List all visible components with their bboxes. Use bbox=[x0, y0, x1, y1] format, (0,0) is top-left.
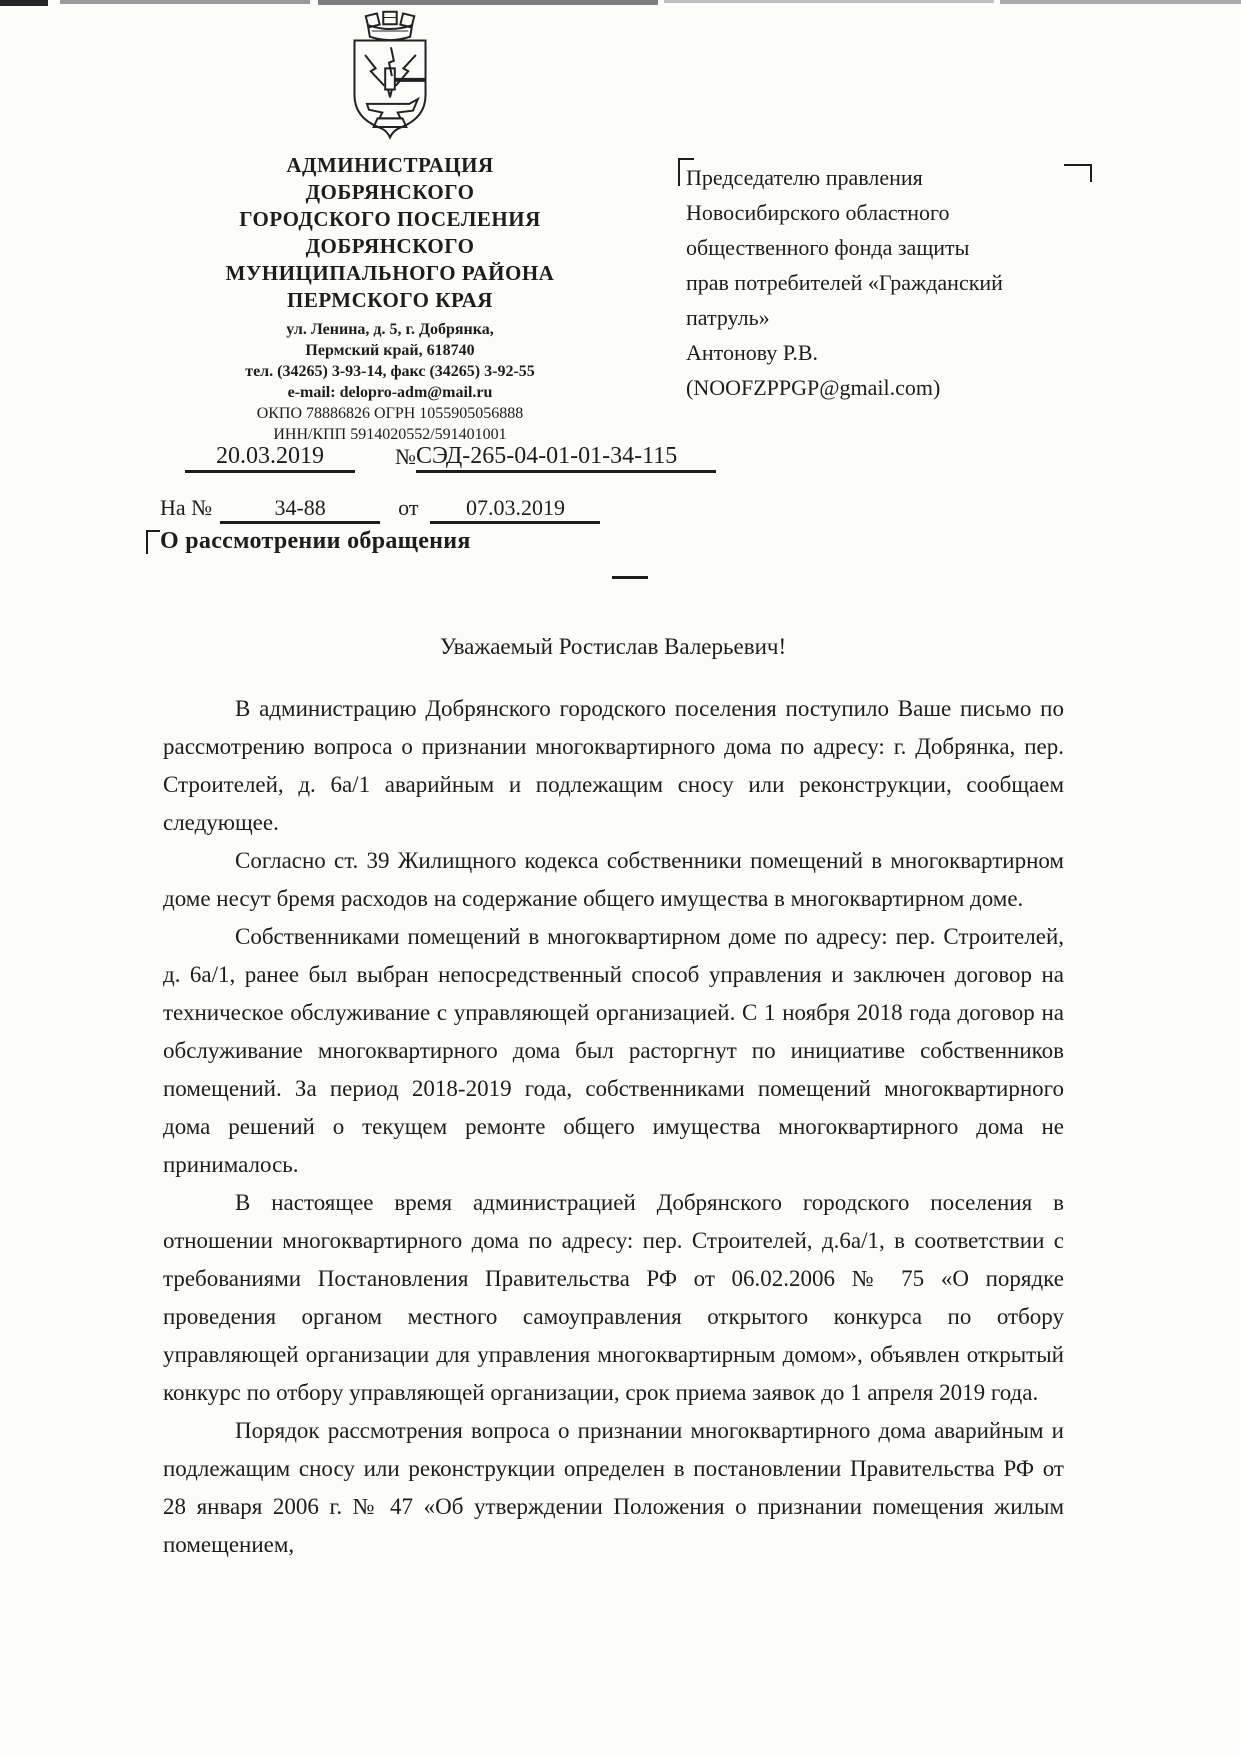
subject-corner-mark bbox=[146, 530, 160, 554]
scan-edge-artifact bbox=[1000, 0, 1241, 4]
scan-edge-artifact bbox=[318, 0, 658, 5]
org-name-line: МУНИЦИПАЛЬНОГО РАЙОНА bbox=[225, 261, 555, 285]
recipient-line: прав потребителей «Гражданский bbox=[686, 270, 1003, 295]
body-paragraph: Собственниками помещений в многоквартирном доме по адресу: пер. Строителей, д. 6а/1, ранее был выбран непосредственный способ управления и заключен договор на техническое обслуживание с управляющей организацией. С 1 ноября 2018 года договор на обслуживание многоквартирного дома был расторгнут по инициативе собственников помещений. За период 2018-2019 года, собственниками помещений многоквартирного дома решений о текущем ремонте общего имущества многоквартирного дома не принималось. bbox=[163, 924, 1064, 1177]
outgoing-ref-row bbox=[160, 443, 780, 473]
recipient-line: Новосибирского областного bbox=[686, 200, 950, 225]
salutation: Уважаемый Ростислав Валерьевич! bbox=[439, 634, 787, 659]
number-sign: № bbox=[395, 444, 416, 469]
recipient-line: Председателю правления bbox=[686, 165, 923, 190]
reply-ref-number: 34-88 bbox=[220, 495, 380, 524]
incoming-ref-row bbox=[160, 495, 780, 524]
org-name-line: ПЕРМСКОГО КРАЯ bbox=[287, 288, 493, 312]
scan-edge-artifact bbox=[664, 0, 994, 3]
subject-row bbox=[160, 528, 780, 555]
scan-edge-artifact bbox=[60, 0, 310, 4]
org-address-line: Пермский край, 618740 bbox=[305, 342, 475, 359]
body-paragraph: В настоящее время администрацией Добрянского городского поселения в отношении многоквартирного дома по адресу: пер. Строителей, д.6а/1, в соответствии с требованиями Постановления Правительства РФ от 06.02.2006 № 75 «О порядке проведения органом местного самоуправления открытого конкурса по отбору управляющей организации для управления многоквартирным домом», объявлен открытый конкурс по отбору управляющей организации, срок приема заявок до 1 апреля 2019 года. bbox=[163, 1190, 1064, 1405]
org-name-line: ГОРОДСКОГО ПОСЕЛЕНИЯ bbox=[239, 207, 541, 231]
org-address-line: ул. Ленина, д. 5, г. Добрянка, bbox=[286, 321, 494, 338]
reply-from-label: от bbox=[398, 495, 419, 520]
subject-line: О рассмотрении обращения bbox=[160, 528, 471, 554]
right-corner-dash bbox=[612, 576, 648, 579]
body-paragraph: В администрацию Добрянского городского поселения поступило Ваше письмо по рассмотрению вопроса о признании многоквартирного дома по адресу: г. Добрянка, пер. Строителей, д. 6а/1 аварийным и подлежащим сносу или реконструкции, сообщаем следующее. bbox=[163, 696, 1064, 835]
reply-ref-date: 07.03.2019 bbox=[430, 495, 600, 524]
reference-zone bbox=[160, 443, 780, 555]
org-phone-line: тел. (34265) 3-93-14, факс (34265) 3-92-55 bbox=[245, 363, 535, 380]
org-okpo-ogrn-line: ОКПО 78886826 ОГРН 1055905056888 bbox=[256, 405, 524, 422]
org-name-line: ДОБРЯНСКОГО bbox=[305, 180, 475, 204]
letter-body bbox=[163, 690, 1064, 1564]
body-paragraph: Согласно ст. 39 Жилищного кодекса собственники помещений в многоквартирном доме несут бремя расходов на содержание общего имущества в многоквартирном доме. bbox=[163, 848, 1064, 911]
recipient-name-line: Антонову Р.В. bbox=[686, 340, 819, 365]
reply-ref-label: На № bbox=[160, 495, 213, 520]
body-paragraph: Порядок рассмотрения вопроса о признании многоквартирного дома аварийным и подлежащим сносу или реконструкции определен в постановлении Правительства РФ от 28 января 2006 г. № 47 «Об утверждении Положения о признании помещения жилым помещением, bbox=[163, 1418, 1064, 1557]
coat-of-arms-icon bbox=[342, 8, 438, 148]
recipient-block bbox=[686, 160, 1096, 405]
recipient-email-line: (NOOFZPPGP@gmail.com) bbox=[686, 375, 941, 400]
recipient-line: патруль» bbox=[686, 305, 770, 330]
scan-edge-artifact bbox=[0, 0, 48, 6]
org-email-line: e-mail: delopro-adm@mail.ru bbox=[287, 384, 493, 401]
org-name-line: ДОБРЯНСКОГО bbox=[305, 234, 475, 258]
letter-number: СЭД-265-04-01-01-34-115 bbox=[416, 443, 716, 473]
letter-date: 20.03.2019 bbox=[185, 443, 355, 473]
recipient-line: общественного фонда защиты bbox=[686, 235, 970, 260]
letterhead bbox=[178, 8, 602, 445]
org-inn-kpp-line: ИНН/КПП 5914020552/591401001 bbox=[273, 426, 507, 443]
org-name-line: АДМИНИСТРАЦИЯ bbox=[286, 153, 494, 177]
org-contact-block bbox=[178, 319, 602, 445]
